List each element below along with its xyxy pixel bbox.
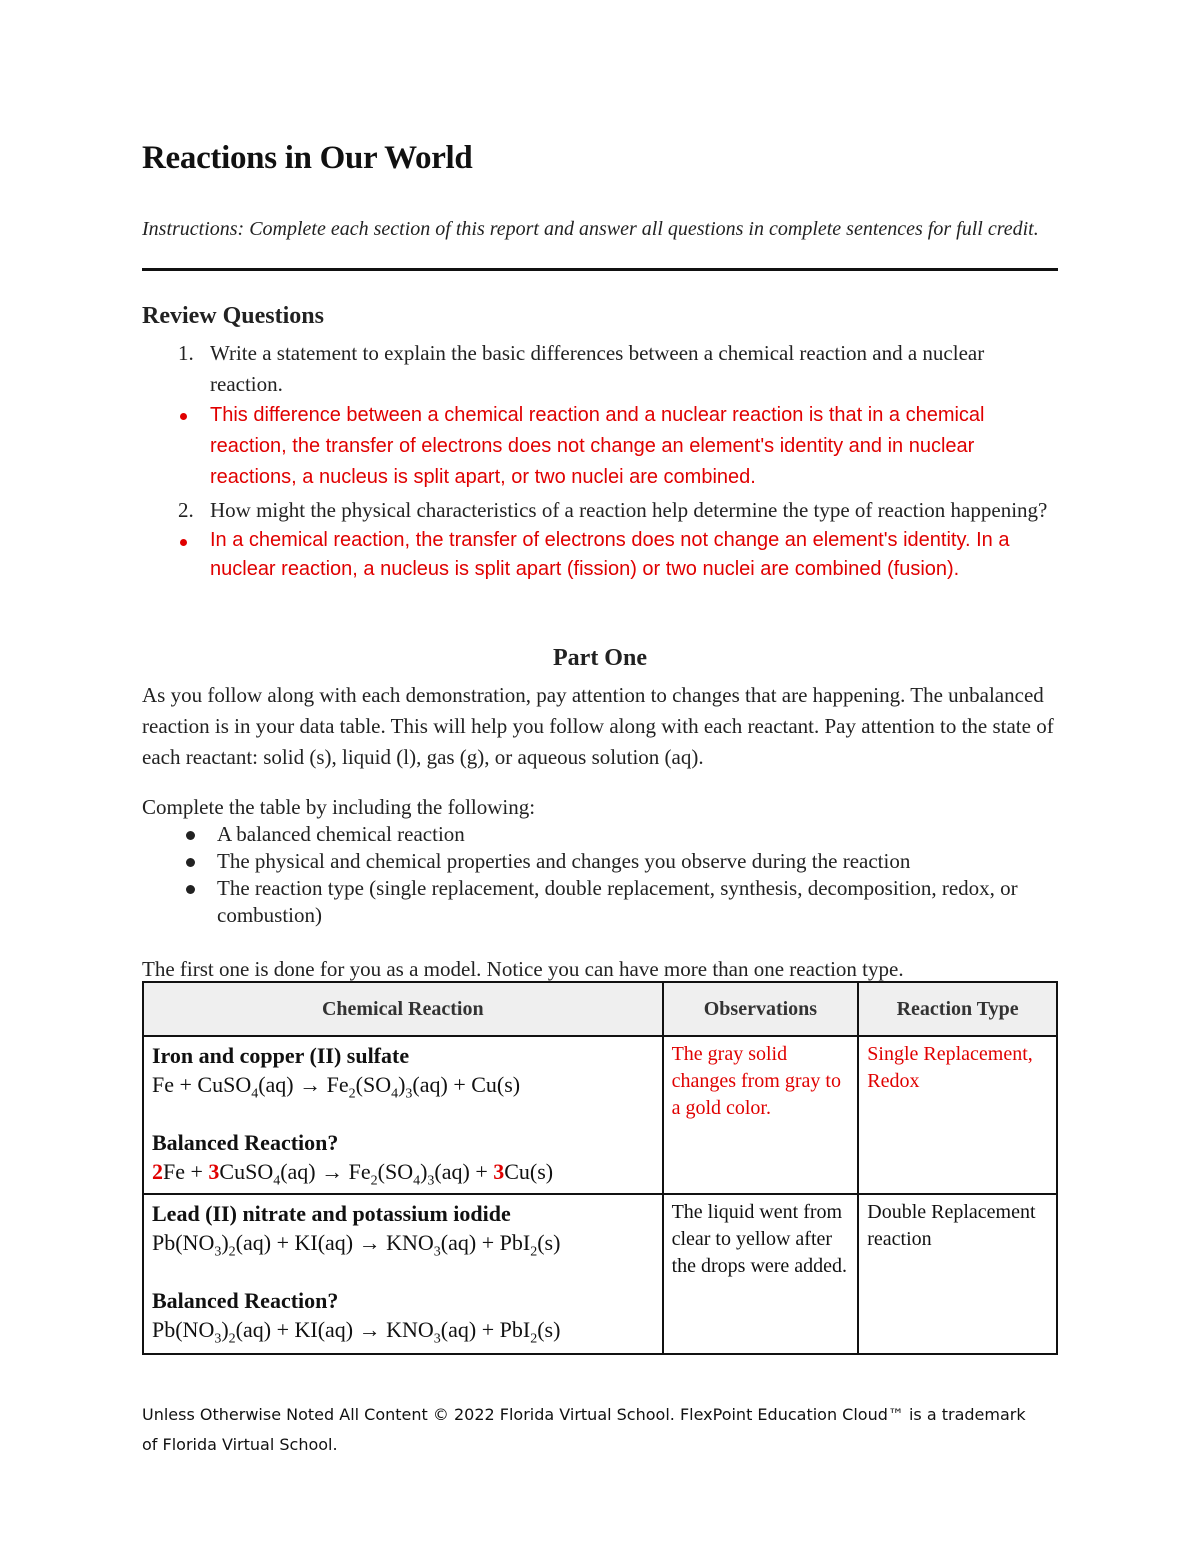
footer-copyright: Unless Otherwise Noted All Content © 2022 Florida Virtual School. FlexPoint Education Cloud™ is a trademark of Florida Virtual School.: [142, 1405, 1026, 1454]
model-note: The first one is done for you as a model. Notice you can have more than one reaction type.: [142, 957, 904, 981]
page-title: Reactions in Our World: [142, 140, 473, 176]
reaction-table: [142, 981, 1058, 1355]
header-observations: Observations: [663, 982, 859, 1036]
question-text: Write a statement to explain the basic differences between a chemical reaction and a nuclear reaction.: [210, 341, 985, 396]
reaction-name: Lead (II) nitrate and potassium iodide: [152, 1201, 511, 1226]
bullet-icon: [186, 831, 195, 840]
part-one-intro: As you follow along with each demonstration, pay attention to changes that are happening. The unbalanced reaction is in your data table. This will help you follow along with each reactant. Pay attention to the state of each reactant: solid (s), liquid (l), gas (g), or aqueous solution (aq).: [142, 683, 1054, 769]
balanced-equation: 2Fe + 3CuSO$_4$(aq) → $Fe_2(SO_4)_3(aq) + 3Cu(s)$: [152, 1159, 554, 1189]
balanced-label: Balanced Reaction?: [152, 1288, 339, 1313]
balanced-equation: $Pb(NO_3)_2(aq) + KI(aq) \to KNO_3(aq) + PbI_2(s)$: [152, 1317, 561, 1347]
reaction-cell: [143, 1036, 663, 1194]
reaction-name: Iron and copper (II) sulfate: [152, 1043, 410, 1068]
question-number: 1.: [178, 341, 194, 365]
list-item: The physical and chemical properties and changes you observe during the reaction: [142, 848, 1058, 875]
observation-cell: The liquid went from clear to yellow after the drops were added.: [663, 1194, 859, 1354]
reaction-cell: [143, 1194, 663, 1354]
reaction-type-cell: Single Replacement, Redox: [858, 1036, 1057, 1194]
bullet-icon: [186, 885, 195, 894]
question-1: [142, 338, 1058, 400]
unbalanced-equation: Fe + CuSO$_4$(aq) → $Fe_2(SO_4)_3(aq) + Cu(s)$: [152, 1072, 521, 1102]
requirements-list: [142, 821, 1058, 929]
balanced-label: Balanced Reaction?: [152, 1130, 339, 1155]
list-item: A balanced chemical reaction: [142, 821, 1058, 848]
header-reaction-type: Reaction Type: [858, 982, 1057, 1036]
part-one-heading: Part One: [553, 645, 647, 671]
review-heading: Review Questions: [142, 303, 324, 329]
answer-2: [142, 526, 1058, 584]
question-text: How might the physical characteristics of a reaction help determine the type of reaction happening?: [210, 498, 1048, 522]
complete-lead: Complete the table by including the following:: [142, 795, 536, 819]
table-row: [143, 1194, 1057, 1354]
header-chemical-reaction: Chemical Reaction: [143, 982, 663, 1036]
bullet-icon: [180, 413, 187, 420]
bullet-icon: [186, 858, 195, 867]
table-row: [143, 1036, 1057, 1194]
answer-text: In a chemical reaction, the transfer of electrons does not change an element's identity. In a nuclear reaction, a nucleus is split apart (fission) or two nuclei are combined (fusion).: [210, 529, 1010, 580]
observation-cell: The gray solid changes from gray to a gold color.: [663, 1036, 859, 1194]
answer-1: [142, 400, 1058, 493]
question-2: [142, 495, 1058, 526]
instructions: Instructions: Complete each section of this report and answer all questions in complete sentences for full credit.: [142, 216, 1058, 271]
bullet-icon: [180, 539, 187, 546]
question-number: 2.: [178, 498, 194, 522]
answer-text: This difference between a chemical reaction and a nuclear reaction is that in a chemical reaction, the transfer of electrons does not change an element's identity and in nuclear reactions, a nucleus is split apart, or two nuclei are combined.: [210, 404, 985, 488]
reaction-type-cell: Double Replacement reaction: [858, 1194, 1057, 1354]
review-questions: [142, 338, 1058, 584]
table-header-row: [143, 982, 1057, 1036]
list-item: The reaction type (single replacement, double replacement, synthesis, decomposition, redox, or combustion): [142, 875, 1058, 929]
unbalanced-equation: $Pb(NO_3)_2(aq) + KI(aq) \to KNO_3(aq) + PbI_2(s)$: [152, 1230, 561, 1260]
